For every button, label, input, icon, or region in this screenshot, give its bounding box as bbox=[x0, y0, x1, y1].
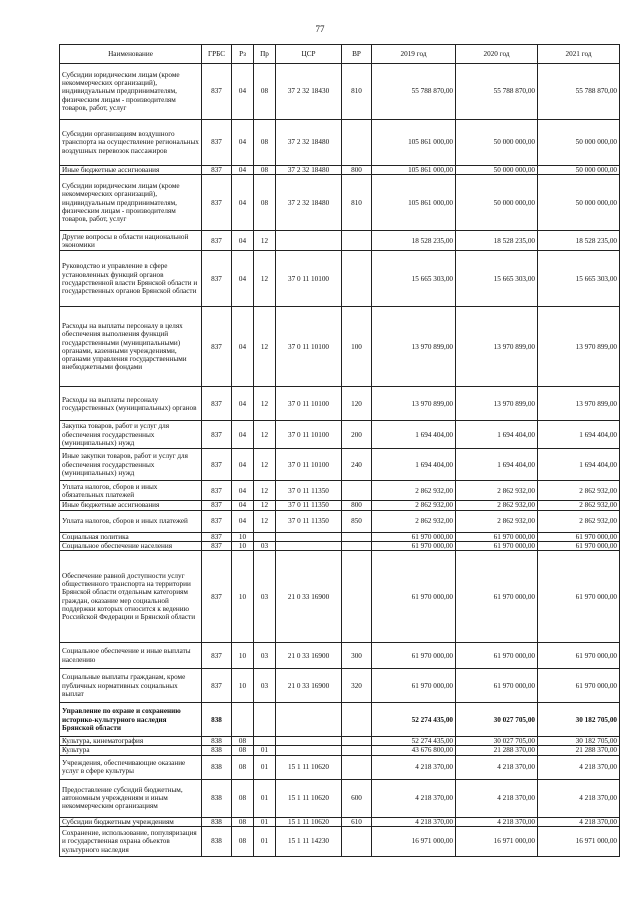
cell-vr: 120 bbox=[342, 387, 372, 421]
cell-name: Социальное обеспечение и иные выплаты населению bbox=[60, 643, 202, 669]
cell-name: Социальное обеспечение населения bbox=[60, 541, 202, 550]
cell-2021: 2 862 932,00 bbox=[538, 510, 620, 532]
cell-grbs: 837 bbox=[202, 166, 232, 175]
table-row bbox=[60, 251, 620, 307]
cell-vr bbox=[342, 231, 372, 251]
cell-grbs: 837 bbox=[202, 175, 232, 231]
cell-vr: 240 bbox=[342, 449, 372, 481]
cell-csr: 37 0 11 11350 bbox=[276, 501, 342, 510]
cell-grbs: 837 bbox=[202, 510, 232, 532]
cell-csr bbox=[276, 541, 342, 550]
cell-2020: 50 000 000,00 bbox=[456, 166, 538, 175]
cell-grbs: 837 bbox=[202, 64, 232, 120]
table-row bbox=[60, 307, 620, 387]
cell-csr: 15 1 11 10620 bbox=[276, 817, 342, 826]
cell-2019: 61 970 000,00 bbox=[372, 541, 456, 550]
cell-rz: 04 bbox=[232, 307, 254, 387]
cell-rz: 04 bbox=[232, 251, 254, 307]
cell-name: Расходы на выплаты персоналу в целях обеспечения выполнения функций государственными (муниципальными) органами, казенными учреждениями, органами управления государственными внебюджетными фондами bbox=[60, 307, 202, 387]
cell-2020: 13 970 899,00 bbox=[456, 387, 538, 421]
header-2020: 2020 год bbox=[456, 45, 538, 64]
cell-2019: 105 861 000,00 bbox=[372, 175, 456, 231]
header-2021: 2021 год bbox=[538, 45, 620, 64]
cell-csr: 37 0 11 10100 bbox=[276, 421, 342, 449]
cell-pr: 12 bbox=[254, 251, 276, 307]
cell-2019: 61 970 000,00 bbox=[372, 551, 456, 643]
cell-2020: 61 970 000,00 bbox=[456, 532, 538, 541]
cell-2021: 4 218 370,00 bbox=[538, 817, 620, 826]
page-number: 77 bbox=[315, 24, 325, 34]
cell-2020: 30 027 705,00 bbox=[456, 737, 538, 746]
cell-2019: 61 970 000,00 bbox=[372, 643, 456, 669]
cell-name: Культура bbox=[60, 746, 202, 755]
cell-2021: 21 288 370,00 bbox=[538, 746, 620, 755]
cell-vr: 810 bbox=[342, 64, 372, 120]
cell-name: Управление по охране и сохранению историко-культурного наследия Брянской области bbox=[60, 703, 202, 737]
cell-csr: 21 0 33 16900 bbox=[276, 551, 342, 643]
cell-grbs: 837 bbox=[202, 251, 232, 307]
cell-2020: 61 970 000,00 bbox=[456, 541, 538, 550]
cell-csr: 21 0 33 16900 bbox=[276, 669, 342, 703]
cell-rz: 08 bbox=[232, 779, 254, 817]
cell-grbs: 837 bbox=[202, 231, 232, 251]
cell-pr: 03 bbox=[254, 541, 276, 550]
cell-csr: 15 1 11 10620 bbox=[276, 779, 342, 817]
cell-grbs: 837 bbox=[202, 532, 232, 541]
cell-grbs: 838 bbox=[202, 703, 232, 737]
table-row bbox=[60, 175, 620, 231]
cell-2021: 13 970 899,00 bbox=[538, 307, 620, 387]
table-row bbox=[60, 501, 620, 510]
cell-csr: 37 2 32 18480 bbox=[276, 175, 342, 231]
cell-2020: 2 862 932,00 bbox=[456, 510, 538, 532]
cell-2020: 4 218 370,00 bbox=[456, 779, 538, 817]
cell-grbs: 838 bbox=[202, 779, 232, 817]
cell-pr: 01 bbox=[254, 827, 276, 857]
cell-rz bbox=[232, 703, 254, 737]
cell-rz: 10 bbox=[232, 643, 254, 669]
cell-csr: 15 1 11 14230 bbox=[276, 827, 342, 857]
cell-pr: 12 bbox=[254, 307, 276, 387]
table-row bbox=[60, 703, 620, 737]
cell-vr: 810 bbox=[342, 175, 372, 231]
cell-vr bbox=[342, 551, 372, 643]
cell-pr: 12 bbox=[254, 501, 276, 510]
cell-csr bbox=[276, 746, 342, 755]
cell-2021: 50 000 000,00 bbox=[538, 175, 620, 231]
table-row bbox=[60, 827, 620, 857]
cell-vr: 800 bbox=[342, 501, 372, 510]
cell-name: Социальные выплаты гражданам, кроме публичных нормативных социальных выплат bbox=[60, 669, 202, 703]
cell-2020: 61 970 000,00 bbox=[456, 669, 538, 703]
table-row bbox=[60, 817, 620, 826]
header-2019: 2019 год bbox=[372, 45, 456, 64]
cell-2021: 55 788 870,00 bbox=[538, 64, 620, 120]
cell-vr: 800 bbox=[342, 166, 372, 175]
cell-csr: 37 0 11 10100 bbox=[276, 387, 342, 421]
cell-pr: 12 bbox=[254, 231, 276, 251]
cell-rz: 04 bbox=[232, 449, 254, 481]
cell-pr: 01 bbox=[254, 755, 276, 779]
cell-pr: 12 bbox=[254, 421, 276, 449]
cell-2019: 2 862 932,00 bbox=[372, 501, 456, 510]
cell-csr bbox=[276, 737, 342, 746]
cell-grbs: 838 bbox=[202, 817, 232, 826]
cell-2021: 2 862 932,00 bbox=[538, 481, 620, 501]
cell-name: Другие вопросы в области национальной экономики bbox=[60, 231, 202, 251]
cell-name: Культура, кинематография bbox=[60, 737, 202, 746]
table-row bbox=[60, 449, 620, 481]
cell-2021: 4 218 370,00 bbox=[538, 779, 620, 817]
cell-vr bbox=[342, 737, 372, 746]
cell-csr: 21 0 33 16900 bbox=[276, 643, 342, 669]
cell-2021: 1 694 404,00 bbox=[538, 421, 620, 449]
cell-2021: 50 000 000,00 bbox=[538, 166, 620, 175]
cell-rz: 04 bbox=[232, 387, 254, 421]
cell-2019: 18 528 235,00 bbox=[372, 231, 456, 251]
cell-pr bbox=[254, 703, 276, 737]
cell-vr bbox=[342, 703, 372, 737]
cell-2021: 61 970 000,00 bbox=[538, 532, 620, 541]
table-row bbox=[60, 643, 620, 669]
header-grbs: ГРБС bbox=[202, 45, 232, 64]
table-row bbox=[60, 510, 620, 532]
table-row bbox=[60, 387, 620, 421]
cell-grbs: 837 bbox=[202, 669, 232, 703]
cell-name: Сохранение, использование, популяризация и государственная охрана объектов культурного наследия bbox=[60, 827, 202, 857]
cell-name: Иные бюджетные ассигнования bbox=[60, 501, 202, 510]
cell-vr: 300 bbox=[342, 643, 372, 669]
cell-grbs: 837 bbox=[202, 421, 232, 449]
cell-2020: 50 000 000,00 bbox=[456, 120, 538, 166]
cell-grbs: 838 bbox=[202, 755, 232, 779]
cell-csr: 37 0 11 10100 bbox=[276, 251, 342, 307]
cell-name: Субсидии организациям воздушного транспорта на осуществление региональных воздушных перевозок пассажиров bbox=[60, 120, 202, 166]
cell-csr bbox=[276, 703, 342, 737]
cell-2020: 4 218 370,00 bbox=[456, 817, 538, 826]
cell-2020: 16 971 000,00 bbox=[456, 827, 538, 857]
cell-rz: 10 bbox=[232, 551, 254, 643]
cell-pr: 12 bbox=[254, 510, 276, 532]
cell-grbs: 838 bbox=[202, 827, 232, 857]
header-pr: Пр bbox=[254, 45, 276, 64]
cell-pr: 01 bbox=[254, 817, 276, 826]
cell-pr: 12 bbox=[254, 387, 276, 421]
cell-2019: 105 861 000,00 bbox=[372, 120, 456, 166]
cell-2021: 16 971 000,00 bbox=[538, 827, 620, 857]
cell-2019: 1 694 404,00 bbox=[372, 421, 456, 449]
cell-2021: 30 182 705,00 bbox=[538, 703, 620, 737]
header-csr: ЦСР bbox=[276, 45, 342, 64]
cell-rz: 08 bbox=[232, 737, 254, 746]
cell-csr: 37 2 32 18480 bbox=[276, 120, 342, 166]
budget-table bbox=[59, 44, 620, 857]
header-vr: ВР bbox=[342, 45, 372, 64]
cell-vr bbox=[342, 541, 372, 550]
table-row bbox=[60, 532, 620, 541]
cell-rz: 08 bbox=[232, 746, 254, 755]
cell-csr: 37 2 32 18430 bbox=[276, 64, 342, 120]
cell-name: Субсидии бюджетным учреждениям bbox=[60, 817, 202, 826]
cell-2019: 4 218 370,00 bbox=[372, 779, 456, 817]
cell-pr: 03 bbox=[254, 551, 276, 643]
table-row bbox=[60, 231, 620, 251]
header-name: Наименование bbox=[60, 45, 202, 64]
cell-vr: 610 bbox=[342, 817, 372, 826]
cell-pr: 12 bbox=[254, 481, 276, 501]
table-row bbox=[60, 669, 620, 703]
cell-vr: 850 bbox=[342, 510, 372, 532]
cell-grbs: 837 bbox=[202, 120, 232, 166]
cell-2021: 61 970 000,00 bbox=[538, 643, 620, 669]
table-row bbox=[60, 737, 620, 746]
cell-grbs: 837 bbox=[202, 481, 232, 501]
cell-2021: 4 218 370,00 bbox=[538, 755, 620, 779]
cell-2019: 2 862 932,00 bbox=[372, 510, 456, 532]
cell-2020: 61 970 000,00 bbox=[456, 551, 538, 643]
cell-rz: 04 bbox=[232, 421, 254, 449]
cell-vr bbox=[342, 120, 372, 166]
cell-grbs: 838 bbox=[202, 746, 232, 755]
cell-name: Социальная политика bbox=[60, 532, 202, 541]
cell-vr bbox=[342, 251, 372, 307]
cell-name: Учреждения, обеспечивающие оказание услуг в сфере культуры bbox=[60, 755, 202, 779]
table-row bbox=[60, 481, 620, 501]
cell-2019: 61 970 000,00 bbox=[372, 669, 456, 703]
cell-2019: 1 694 404,00 bbox=[372, 449, 456, 481]
cell-csr bbox=[276, 532, 342, 541]
cell-rz: 04 bbox=[232, 510, 254, 532]
cell-grbs: 837 bbox=[202, 551, 232, 643]
cell-2021: 50 000 000,00 bbox=[538, 120, 620, 166]
table-header-row bbox=[60, 45, 620, 64]
cell-csr: 37 0 11 10100 bbox=[276, 307, 342, 387]
table-row bbox=[60, 746, 620, 755]
cell-pr: 03 bbox=[254, 669, 276, 703]
cell-2020: 18 528 235,00 bbox=[456, 231, 538, 251]
cell-2020: 15 665 303,00 bbox=[456, 251, 538, 307]
cell-2020: 55 788 870,00 bbox=[456, 64, 538, 120]
cell-vr bbox=[342, 532, 372, 541]
cell-2020: 1 694 404,00 bbox=[456, 421, 538, 449]
table-row bbox=[60, 755, 620, 779]
cell-pr: 01 bbox=[254, 779, 276, 817]
cell-rz: 04 bbox=[232, 120, 254, 166]
table-row bbox=[60, 551, 620, 643]
cell-2021: 61 970 000,00 bbox=[538, 551, 620, 643]
cell-grbs: 837 bbox=[202, 541, 232, 550]
cell-2021: 2 862 932,00 bbox=[538, 501, 620, 510]
cell-vr bbox=[342, 746, 372, 755]
cell-2021: 15 665 303,00 bbox=[538, 251, 620, 307]
cell-name: Уплата налогов, сборов и иных обязательных платежей bbox=[60, 481, 202, 501]
table-row bbox=[60, 120, 620, 166]
cell-grbs: 837 bbox=[202, 449, 232, 481]
cell-pr bbox=[254, 737, 276, 746]
cell-2020: 13 970 899,00 bbox=[456, 307, 538, 387]
cell-2019: 52 274 435,00 bbox=[372, 703, 456, 737]
table-row bbox=[60, 779, 620, 817]
cell-name: Руководство и управление в сфере установленных функций органов государственной власти Брянской области и государственных органов Брянской области bbox=[60, 251, 202, 307]
table-row bbox=[60, 166, 620, 175]
cell-rz: 08 bbox=[232, 755, 254, 779]
cell-2021: 18 528 235,00 bbox=[538, 231, 620, 251]
header-rz: Рз bbox=[232, 45, 254, 64]
cell-grbs: 837 bbox=[202, 501, 232, 510]
cell-name: Обеспечение равной доступности услуг общественного транспорта на территории Брянской области отдельным категориям граждан, оказание мер социальной поддержки которых относится к ведению Российской Федерации и Брянской области bbox=[60, 551, 202, 643]
cell-pr: 01 bbox=[254, 746, 276, 755]
cell-rz: 04 bbox=[232, 166, 254, 175]
cell-name: Уплата налогов, сборов и иных платежей bbox=[60, 510, 202, 532]
cell-2019: 61 970 000,00 bbox=[372, 532, 456, 541]
cell-pr: 08 bbox=[254, 120, 276, 166]
cell-name: Закупка товаров, работ и услуг для обеспечения государственных (муниципальных) нужд bbox=[60, 421, 202, 449]
cell-csr bbox=[276, 231, 342, 251]
cell-vr: 320 bbox=[342, 669, 372, 703]
cell-rz: 10 bbox=[232, 541, 254, 550]
cell-rz: 04 bbox=[232, 481, 254, 501]
cell-vr: 100 bbox=[342, 307, 372, 387]
cell-grbs: 837 bbox=[202, 387, 232, 421]
cell-vr bbox=[342, 827, 372, 857]
cell-2019: 4 218 370,00 bbox=[372, 817, 456, 826]
cell-2020: 4 218 370,00 bbox=[456, 755, 538, 779]
cell-name: Предоставление субсидий бюджетным, автономным учреждениям и иным некоммерческим организациям bbox=[60, 779, 202, 817]
cell-2020: 1 694 404,00 bbox=[456, 449, 538, 481]
cell-rz: 08 bbox=[232, 827, 254, 857]
cell-rz: 04 bbox=[232, 501, 254, 510]
cell-pr: 03 bbox=[254, 643, 276, 669]
cell-grbs: 838 bbox=[202, 737, 232, 746]
cell-csr: 15 1 11 10620 bbox=[276, 755, 342, 779]
cell-2019: 15 665 303,00 bbox=[372, 251, 456, 307]
cell-csr: 37 2 32 18480 bbox=[276, 166, 342, 175]
table-row bbox=[60, 541, 620, 550]
cell-2019: 43 676 800,00 bbox=[372, 746, 456, 755]
cell-rz: 04 bbox=[232, 64, 254, 120]
cell-rz: 10 bbox=[232, 669, 254, 703]
cell-pr: 08 bbox=[254, 64, 276, 120]
cell-2020: 61 970 000,00 bbox=[456, 643, 538, 669]
cell-2019: 4 218 370,00 bbox=[372, 755, 456, 779]
cell-pr: 08 bbox=[254, 166, 276, 175]
cell-2021: 30 182 705,00 bbox=[538, 737, 620, 746]
cell-2020: 2 862 932,00 bbox=[456, 481, 538, 501]
cell-rz: 04 bbox=[232, 231, 254, 251]
cell-name: Субсидии юридическим лицам (кроме некоммерческих организаций), индивидуальным предпринимателям, физическим лицам - производителям товаров, работ, услуг bbox=[60, 175, 202, 231]
cell-2021: 61 970 000,00 bbox=[538, 541, 620, 550]
cell-csr: 37 0 11 11350 bbox=[276, 510, 342, 532]
cell-2019: 16 971 000,00 bbox=[372, 827, 456, 857]
cell-pr: 08 bbox=[254, 175, 276, 231]
cell-vr bbox=[342, 755, 372, 779]
cell-2021: 1 694 404,00 bbox=[538, 449, 620, 481]
cell-rz: 10 bbox=[232, 532, 254, 541]
cell-2019: 2 862 932,00 bbox=[372, 481, 456, 501]
cell-2020: 50 000 000,00 bbox=[456, 175, 538, 231]
cell-vr bbox=[342, 481, 372, 501]
table-row bbox=[60, 421, 620, 449]
cell-name: Расходы на выплаты персоналу государственных (муниципальных) органов bbox=[60, 387, 202, 421]
cell-grbs: 837 bbox=[202, 307, 232, 387]
cell-2019: 13 970 899,00 bbox=[372, 387, 456, 421]
cell-2020: 30 027 705,00 bbox=[456, 703, 538, 737]
cell-2021: 61 970 000,00 bbox=[538, 669, 620, 703]
cell-vr: 200 bbox=[342, 421, 372, 449]
cell-2019: 52 274 435,00 bbox=[372, 737, 456, 746]
cell-csr: 37 0 11 10100 bbox=[276, 449, 342, 481]
table-row bbox=[60, 64, 620, 120]
cell-name: Иные закупки товаров, работ и услуг для обеспечения государственных (муниципальных) нужд bbox=[60, 449, 202, 481]
cell-2021: 13 970 899,00 bbox=[538, 387, 620, 421]
cell-rz: 08 bbox=[232, 817, 254, 826]
cell-grbs: 837 bbox=[202, 643, 232, 669]
cell-name: Субсидии юридическим лицам (кроме некоммерческих организаций), индивидуальным предпринимателям, физическим лицам - производителям товаров, работ, услуг bbox=[60, 64, 202, 120]
cell-2019: 55 788 870,00 bbox=[372, 64, 456, 120]
cell-rz: 04 bbox=[232, 175, 254, 231]
cell-pr: 12 bbox=[254, 449, 276, 481]
cell-csr: 37 0 11 11350 bbox=[276, 481, 342, 501]
cell-pr bbox=[254, 532, 276, 541]
cell-2020: 2 862 932,00 bbox=[456, 501, 538, 510]
cell-2019: 105 861 000,00 bbox=[372, 166, 456, 175]
cell-vr: 600 bbox=[342, 779, 372, 817]
cell-name: Иные бюджетные ассигнования bbox=[60, 166, 202, 175]
cell-2019: 13 970 899,00 bbox=[372, 307, 456, 387]
cell-2020: 21 288 370,00 bbox=[456, 746, 538, 755]
